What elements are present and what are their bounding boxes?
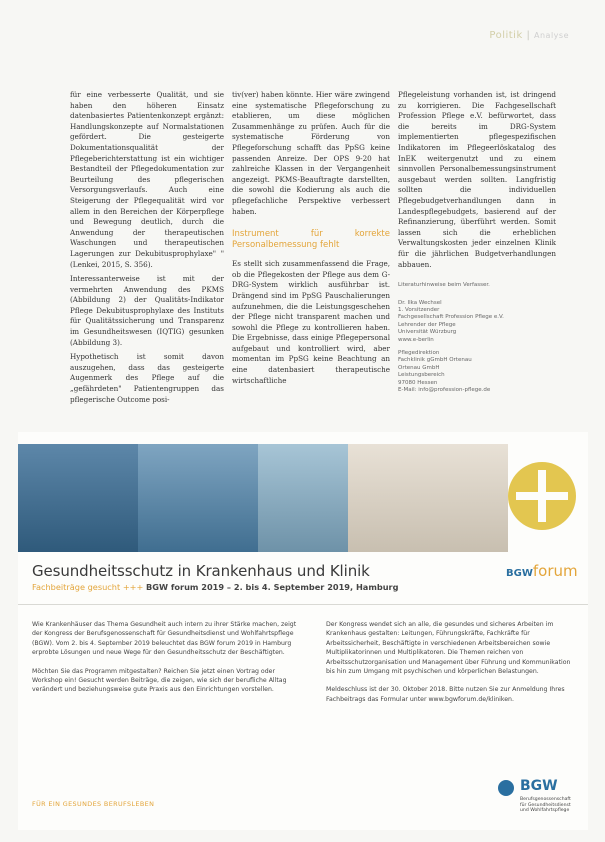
literature-note: Literaturhinweise beim Verfasser. xyxy=(398,282,490,289)
ad-title: Gesundheitsschutz in Krankenhaus und Klinik xyxy=(32,562,370,580)
author-line: Fachklinik gGmbH Ortenau xyxy=(398,357,472,364)
ad-paragraph: Meldeschluss ist der 30. Oktober 2018. Bitte nutzen Sie zur Anmeldung Ihres Fachbeitrags das Formular unter www.bgwforum.de/kliniken. xyxy=(326,686,565,703)
ad-paragraph: Wie Krankenhäuser das Thema Gesundheit auch intern zu ihrer Stärke machen, zeigt der Kongress der Berufsgenossenschaft für Gesundheitsdienst und Wohlfahrtspflege (BGW). Vom 2. bis 4. September 2019 beleuchtet das BGW forum 2019 in Hamburg erprobte Lösungen und neue Wege für den Gesundheitsschutz der Beschäftigten. xyxy=(32,621,297,657)
ad-footer-slogan: FÜR EIN GESUNDES BERUFSLEBEN xyxy=(32,800,155,808)
bgw-advertisement xyxy=(18,432,588,830)
logo-desc-line: und Wohlfahrtspflege xyxy=(520,808,570,814)
bgw-logo xyxy=(498,778,588,826)
author-line: Lehrender der Pflege xyxy=(398,321,456,328)
ad-paragraph: Möchten Sie das Programm mitgestalten? Reichen Sie jetzt einen Vortrag oder Workshop ein! Gesucht werden Beiträge, die zeigen, wie sich der berufliche Alltag verändert und beziehungsweise gute Praxis aus den Einrichtungen vorstellen. xyxy=(32,667,287,694)
paragraph: Es stellt sich zusammenfassend die Frage, ob die Pflegekosten der Pflege aus dem G-DRG-System wirklich ausführbar ist. Drängend sind im PpSG Pauschalierungen aufzunehmen, die die Leistungsgeschehen der Pflege nicht transparent machen und sowohl die Pflege zu kontrollieren haben. Die Ergebnisse, dass einige Pflegepersonal aufgebaut und kontrolliert wird, aber momentan im PpSG keine Beachtung an eine datenbasiert therapeutische wirtschaftliche xyxy=(232,259,390,385)
author-line: Ortenau GmbH xyxy=(398,364,440,371)
hospital-photo-strip xyxy=(18,444,508,552)
paragraph: Pflegeleistung vorhanden ist, ist dringend zu korrigieren. Die Fachgesellschaft Profession Pflege e.V. befürwortet, dass die bereits im DRG-System implementierten pflegespezifischen Indikatoren im Pflegeerlöskatalog des InEK weitergenutzt und zu einem sinnvollen Personalbemessungsinstrument ausgebaut werden sollten. Langfristig sollten die individuellen Pflegebudgetverhandlungen dann in Landespflegebudgets, basierend auf der Refinanzierung, überführt werden. Somit lassen sich die erheblichen Verwaltungskosten jeder einzelnen Klinik für die jährlichen Budgetverhandlungen abbauen. xyxy=(398,90,556,269)
bgw-logo-name: BGW xyxy=(520,778,558,794)
logo-desc-line: Berufsgenossenschaft xyxy=(520,797,571,802)
brand-bgw: BGW xyxy=(506,568,533,579)
author-line: Dr. Ilka Wechsel xyxy=(398,299,442,306)
logo-desc-line: für Gesundheitsdienst xyxy=(520,802,571,808)
paragraph: Interessanterweise ist mit der vermehrten Anwendung des PKMS (Abbildung 2) der Qualitäts-Indikator Pflege Dekubitusprophylaxe des Instituts für Qualitätssicherung und Transparenz im Gesundheitswesen (IQTIG) gesunken (Abbildung 3). xyxy=(70,274,224,347)
bgw-logo-icon xyxy=(498,780,514,796)
ad-subtitle xyxy=(32,582,398,592)
subsection-label: Analyse xyxy=(534,31,569,40)
ad-paragraph: Der Kongress wendet sich an alle, die gesundes und sicheres Arbeiten im Krankenhaus gestalten: Leitungen, Führungskräfte, Fachkräfte für Arbeitssicherheit, Beschäftigte in verschiedenen Arbeitsbereichen sowie Multiplikatorinnen und Multiplikatoren. Die Themen reichen von Arbeitsschutzorganisation und Management über Führung und Kommunikation bis hin zum Umgang mit psychischen und körperlichen Belastungen. xyxy=(326,621,571,676)
bgw-forum-brand xyxy=(506,562,578,580)
separator-arrows: +++ xyxy=(122,582,144,592)
author-line: 97080 Hessen xyxy=(398,379,438,386)
divider xyxy=(18,604,588,605)
section-label: Politik xyxy=(489,30,523,41)
paragraph: tiv(ver) haben könnte. Hier wäre zwingend eine systematische Pflegeforschung zu etablieren, um diese möglichen Zusammenhänge zu prüfen. Auch für die systematische Förderung von Pflegeforschung schafft das PpSG keine passenden Anreize. Der OPS 9-20 hat zahlreiche Klassen in der Vergangenheit angezeigt. PKMS-Beauftragte darstellten, die sowohl die Kodierung als auch die pflegefachliche Perspektive verbessert haben. xyxy=(232,90,390,216)
author-line: Leistungsbereich xyxy=(398,372,445,379)
author-line: www.e-berlin xyxy=(398,336,434,343)
ad-column-right xyxy=(326,620,576,713)
event-details: BGW forum 2019 – 2. bis 4. September 2019, Hamburg xyxy=(146,582,399,592)
photo-doctor xyxy=(258,444,348,552)
article-column-3 xyxy=(398,90,556,394)
author-line: Fachgesellschaft Profession Pflege e.V. xyxy=(398,314,504,321)
paragraph: für eine verbesserte Qualität, und sie haben den höheren Einsatz datenbasiertes Patientenkonzept ergänzt: Handlungskonzepte auf Normalstationen gefördert. Die gesteigerte Dokumentationsqualität der Pflegeberichterstattung ist ein wichtiger Bestandteil der Pflegedokumentation zur Beurteilung des pflegerischen Versorgungsverlaufs. Auch eine Steigerung der Pflegequalität wird vor allem in den Bereichen der Körperpflege und Bewegung deutlich, durch die Anwendung der therapeutischen Waschungen und therapeutischen Lagerungen zur Dekubitusprophylaxe" " (Lenkei, 2015, S. 356). xyxy=(70,90,224,269)
author-box xyxy=(398,282,556,394)
author-line: 1. Vorsitzender xyxy=(398,306,440,313)
paragraph: Hypothetisch ist somit davon auszugehen, dass das gesteigerte Augenmerk des Pflege auf die „gefährdeten" Patientengruppen das pflegerische Outcome posi- xyxy=(70,352,224,404)
author-line: Universität Würzburg xyxy=(398,329,457,336)
article-column-1 xyxy=(70,90,224,409)
article-column-2 xyxy=(232,90,390,390)
bgw-forum-emblem-icon xyxy=(508,462,576,530)
author-line: E-Mail: info@profession-pflege.de xyxy=(398,386,491,393)
brand-forum: forum xyxy=(532,562,578,580)
section-tag: Politik | Analyse xyxy=(489,30,569,41)
bgw-logo-description xyxy=(520,797,571,814)
photo-patient-care xyxy=(348,444,508,552)
call-for-papers: Fachbeiträge gesucht xyxy=(32,582,121,592)
photo-ward-corridor xyxy=(18,444,138,552)
author-line: Pflegedirektion xyxy=(398,349,440,356)
ad-column-left xyxy=(32,620,302,704)
photo-surgery-team xyxy=(138,444,258,552)
article-subheading: Instrument für korrekte Personalbemessung fehlt xyxy=(232,229,390,251)
